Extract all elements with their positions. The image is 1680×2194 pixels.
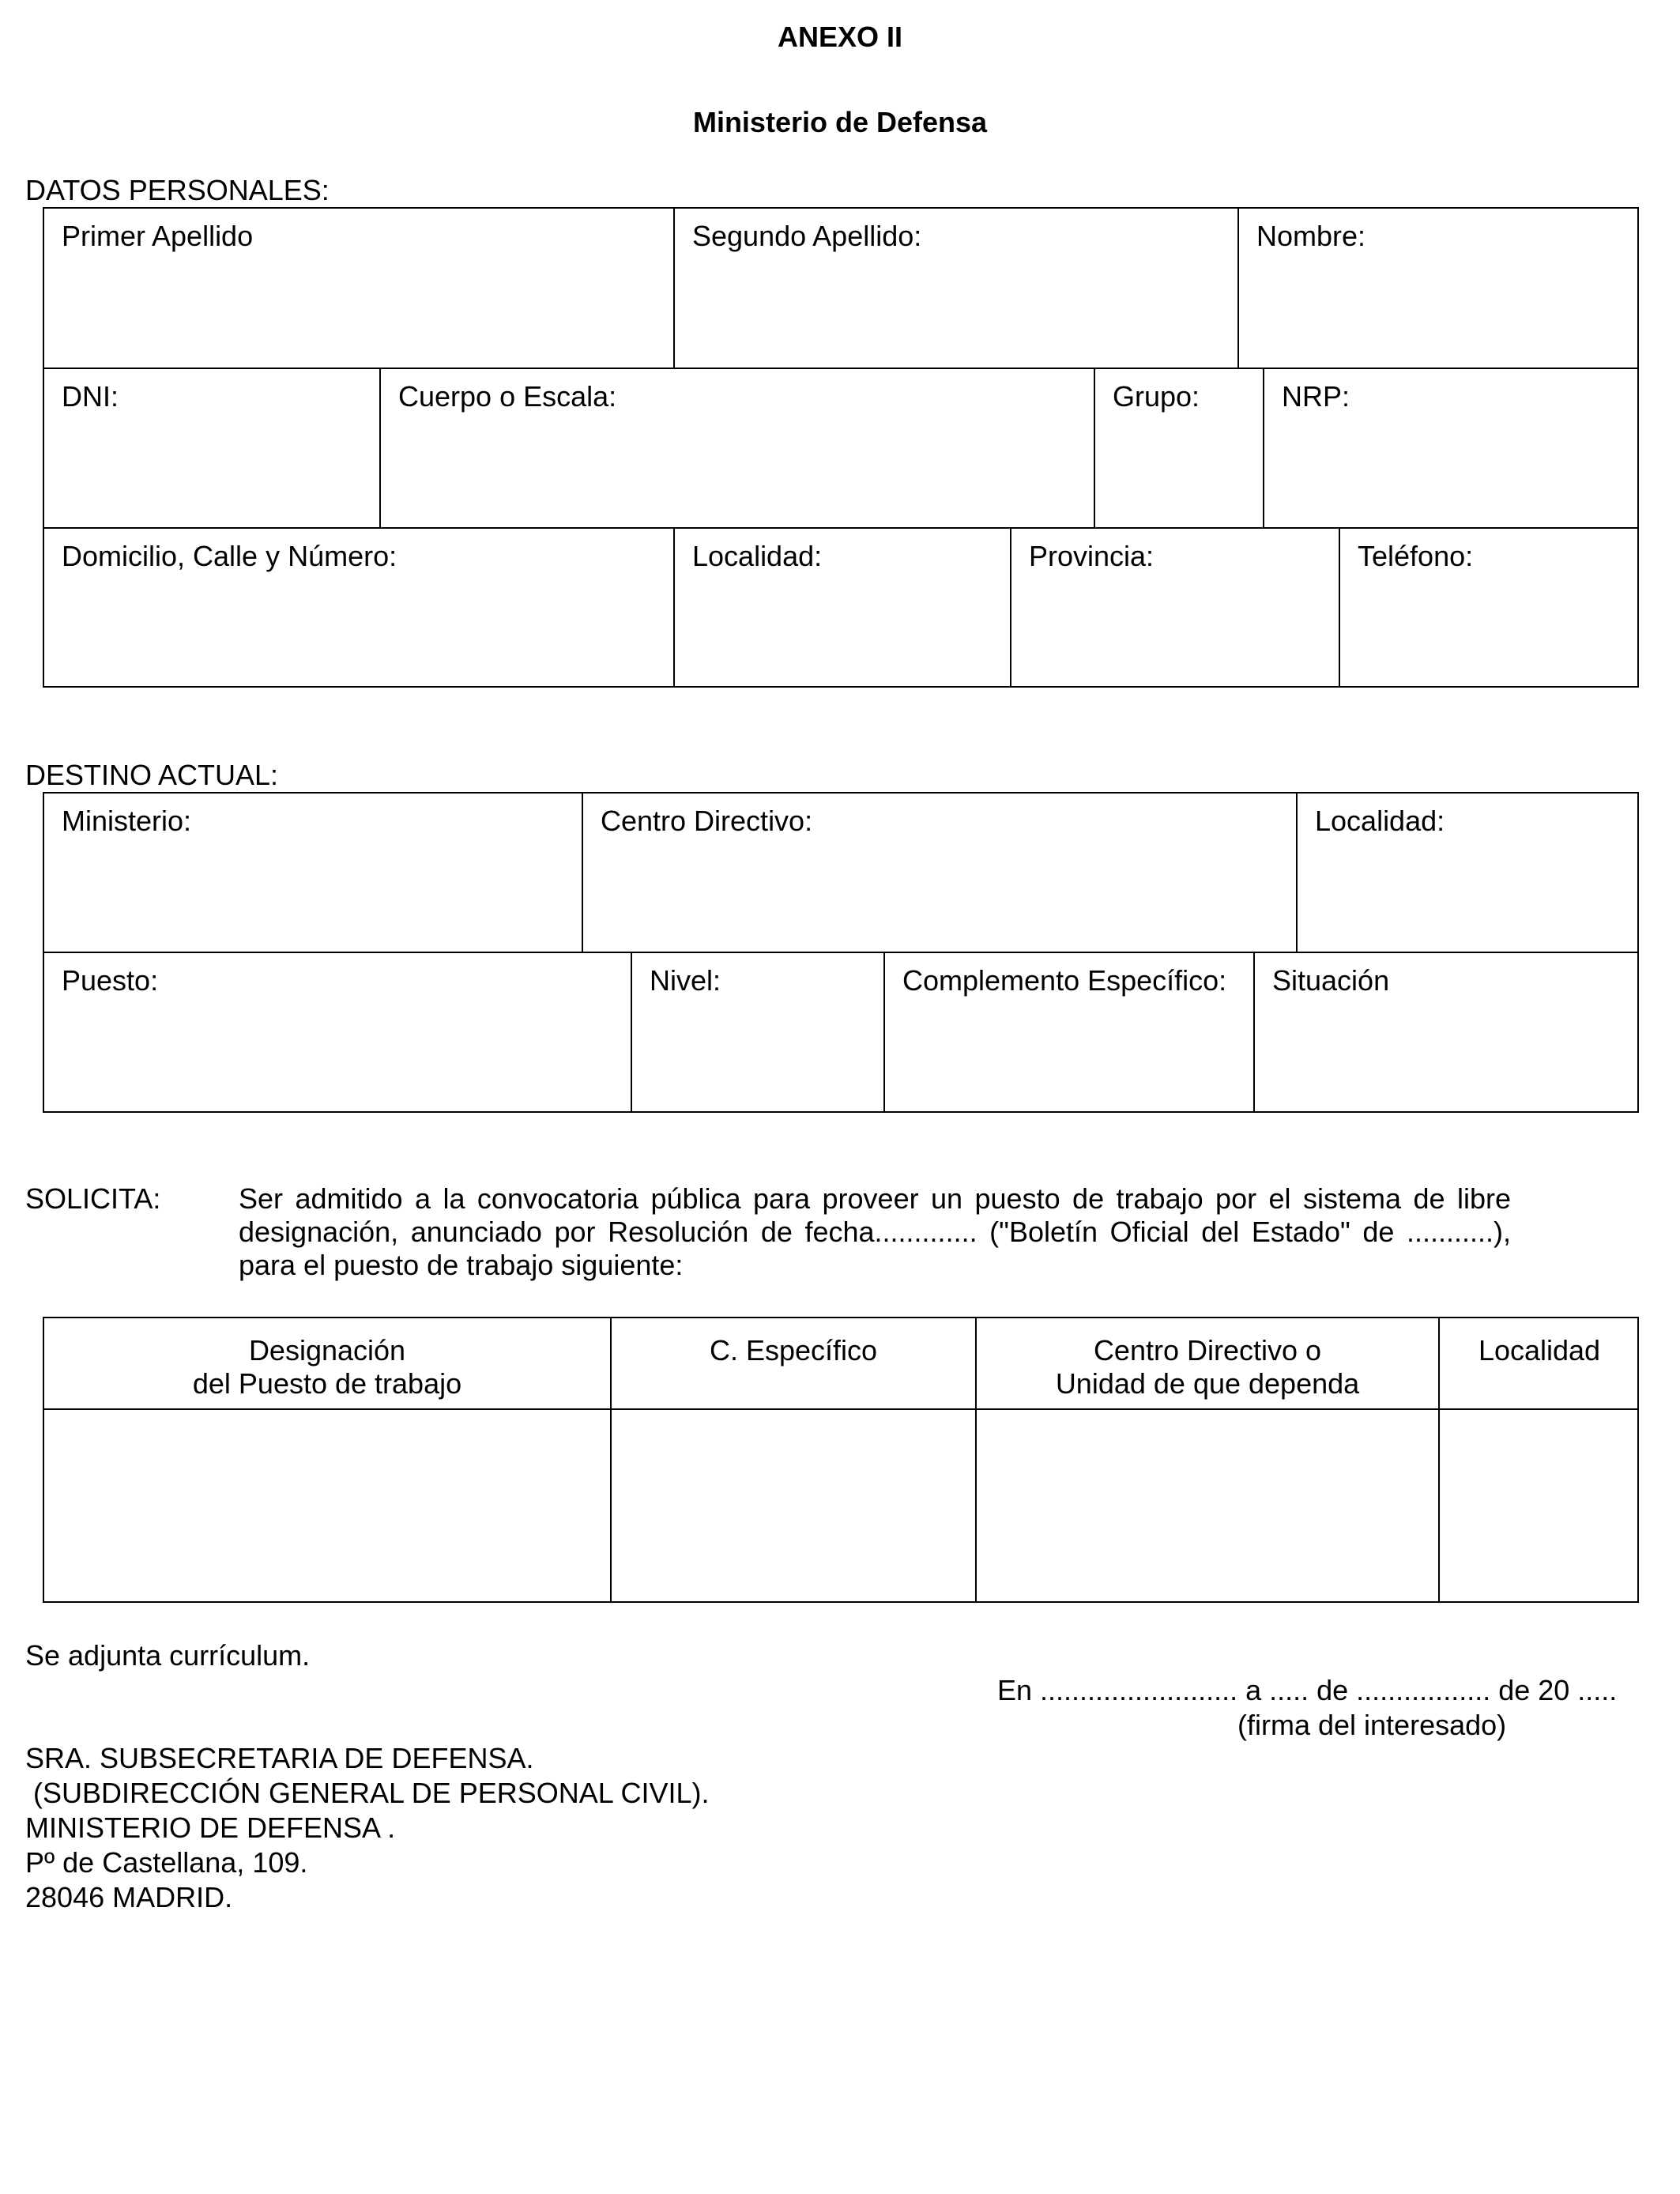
cuerpo-escala-field[interactable] [381, 369, 1095, 529]
cuerpo-escala-label: Cuerpo o Escala: [398, 380, 617, 413]
complemento-label: Complemento Específico: [902, 964, 1227, 997]
nombre-field[interactable] [1239, 209, 1639, 369]
localidad-cell[interactable] [1440, 1410, 1639, 1603]
telefono-field[interactable] [1340, 529, 1639, 688]
designacion-header-line-2: del Puesto de trabajo [192, 1367, 462, 1400]
dni-field[interactable] [44, 369, 381, 529]
domicilio-label: Domicilio, Calle y Número: [62, 540, 397, 572]
provincia-label: Provincia: [1029, 540, 1155, 572]
nombre-label: Nombre: [1256, 220, 1366, 252]
ministerio-label: Ministerio: [62, 805, 192, 837]
destino-section-label: DESTINO ACTUAL: [25, 759, 279, 791]
curriculum-note: Se adjunta currículum. [25, 1639, 311, 1672]
address-line-3: MINISTERIO DE DEFENSA . [25, 1811, 396, 1844]
solicita-label: SOLICITA: [25, 1182, 161, 1215]
address-line-1: SRA. SUBSECRETARIA DE DEFENSA. [25, 1742, 534, 1774]
localidad-field[interactable] [675, 529, 1011, 688]
especifico-header [612, 1318, 977, 1410]
solicita-line-1: Ser admitido a la convocatoria pública para proveer un puesto de trabajo por el sistema de libre [239, 1182, 1511, 1215]
personal-data-table [43, 207, 1639, 688]
destino-localidad-label: Localidad: [1315, 805, 1445, 837]
centro-header-line-1: Centro Directivo o [1093, 1334, 1322, 1367]
nivel-field[interactable] [632, 953, 885, 1113]
ministry-title: Ministerio de Defensa [692, 106, 988, 138]
address-line-4: Pº de Castellana, 109. [25, 1846, 308, 1879]
telefono-label: Teléfono: [1358, 540, 1474, 572]
destino-table [43, 792, 1639, 1113]
signature-caption: (firma del interesado) [1237, 1709, 1507, 1741]
nrp-field[interactable] [1264, 369, 1639, 529]
especifico-header-text: C. Específico [709, 1334, 878, 1367]
designacion-header-line-1: Designación [248, 1334, 406, 1367]
solicita-line-3: para el puesto de trabajo siguiente: [239, 1249, 684, 1281]
localidad-label: Localidad: [692, 540, 823, 572]
annex-title: ANEXO II [777, 21, 903, 53]
domicilio-field[interactable] [44, 529, 675, 688]
puesto-label: Puesto: [62, 964, 159, 997]
personal-section-label: DATOS PERSONALES: [25, 174, 330, 206]
address-line-2: (SUBDIRECCIÓN GENERAL DE PERSONAL CIVIL). [25, 1777, 710, 1809]
nrp-label: NRP: [1282, 380, 1350, 413]
dni-label: DNI: [62, 380, 119, 413]
designacion-header [44, 1318, 612, 1410]
address-line-5: 28046 MADRID. [25, 1881, 233, 1913]
situacion-field[interactable] [1255, 953, 1639, 1113]
grupo-field[interactable] [1095, 369, 1264, 529]
date-place-line: En ......................... a ..... de ................. de 20 ..... [997, 1674, 1618, 1706]
segundo-apellido-field[interactable] [675, 209, 1239, 369]
provincia-field[interactable] [1011, 529, 1340, 688]
centro-header-line-2: Unidad de que dependa [1055, 1367, 1360, 1400]
puesto-solicitado-table [43, 1317, 1639, 1603]
grupo-label: Grupo: [1113, 380, 1200, 413]
nivel-label: Nivel: [650, 964, 721, 997]
designacion-cell[interactable] [44, 1410, 612, 1603]
ministerio-field[interactable] [44, 794, 583, 953]
localidad-header [1440, 1318, 1639, 1410]
centro-header [977, 1318, 1440, 1410]
situacion-label: Situación [1272, 964, 1390, 997]
centro-directivo-label: Centro Directivo: [601, 805, 813, 837]
primer-apellido-field[interactable] [44, 209, 675, 369]
complemento-field[interactable] [885, 953, 1255, 1113]
destino-localidad-field[interactable] [1298, 794, 1639, 953]
centro-cell[interactable] [977, 1410, 1440, 1603]
puesto-field[interactable] [44, 953, 632, 1113]
especifico-cell[interactable] [612, 1410, 977, 1603]
segundo-apellido-label: Segundo Apellido: [692, 220, 922, 252]
solicita-line-2: designación, anunciado por Resolución de fecha............. ("Boletín Oficial del Estado" de ...........), [239, 1216, 1511, 1248]
primer-apellido-label: Primer Apellido [62, 220, 254, 252]
centro-directivo-field[interactable] [583, 794, 1298, 953]
localidad-header-text: Localidad [1478, 1334, 1601, 1367]
